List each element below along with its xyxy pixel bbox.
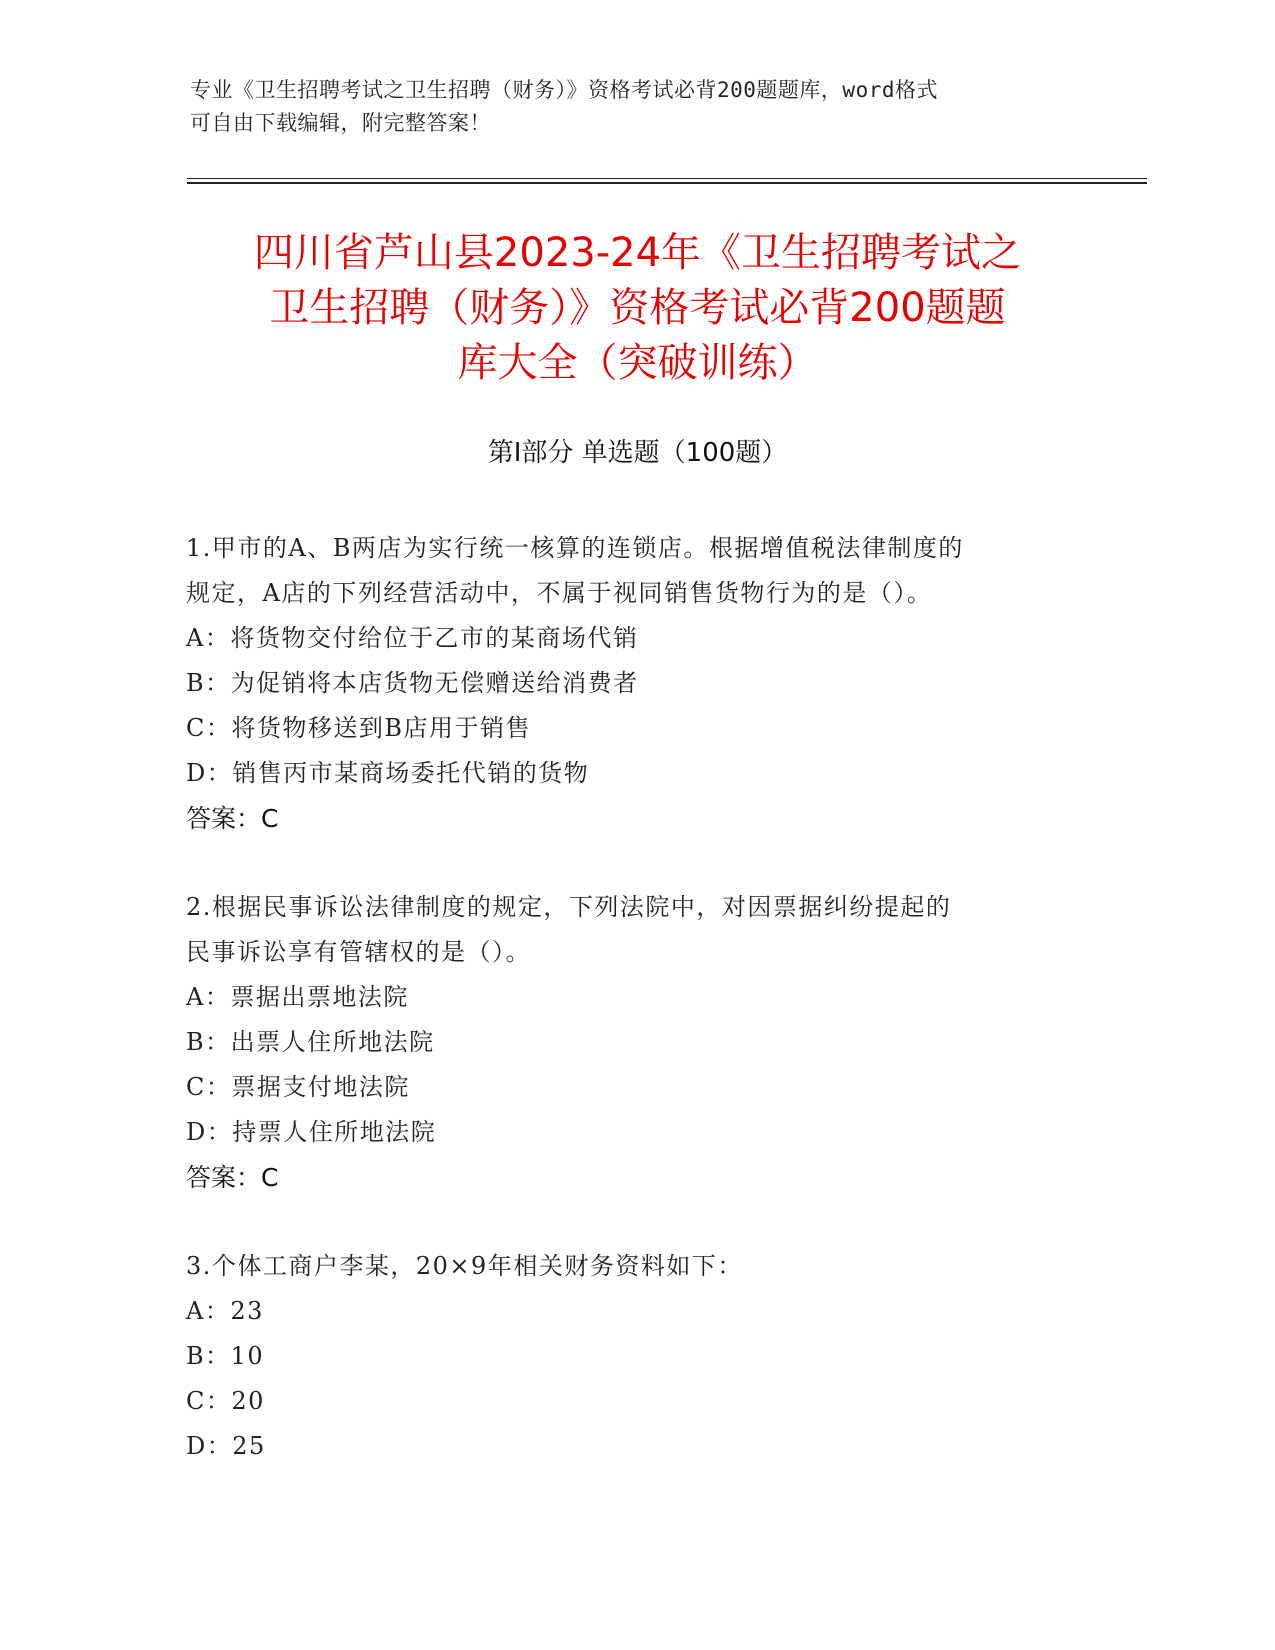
option-d: D：持票人住所地法院 [186,1118,437,1146]
option-d: D：销售丙市某商场委托代销的货物 [186,759,590,787]
question-1 [186,526,1086,841]
title-line: 库大全（突破训练） [457,340,818,386]
option-c: C：将货物移送到B店用于销售 [186,714,531,742]
option-b: B：出票人住所地法院 [186,1028,435,1056]
option-c: C：票据支付地法院 [186,1073,410,1101]
question-list [186,526,1086,1513]
question-3 [186,1244,1086,1469]
option-a: A：23 [186,1297,264,1325]
answer: 答案：C [186,1163,279,1192]
header-note-line: 专业《卫生招聘考试之卫生招聘（财务）》资格考试必背200题题库，word格式 [190,78,938,102]
option-b: B：10 [186,1342,265,1370]
header-note-line: 可自由下载编辑，附完整答案！ [190,111,491,135]
question-2 [186,885,1086,1200]
section-heading: 第Ⅰ部分 单选题（100题） [487,438,788,468]
question-stem: 民事诉讼享有管辖权的是（）。 [186,938,531,966]
header-divider-thick [187,182,1147,184]
question-stem: 2.根据民事诉讼法律制度的规定，下列法院中，对因票据纠纷提起的 [186,893,952,921]
header-note [190,74,1090,140]
question-stem: 3.个体工商户李某，20×9年相关财务资料如下： [186,1252,743,1280]
document-title [190,226,1085,391]
option-c: C：20 [186,1387,265,1415]
question-stem: 1.甲市的A、B两店为实行统一核算的连锁店。根据增值税法律制度的 [186,534,964,562]
option-b: B：为促销将本店货物无偿赠送给消费者 [186,669,639,697]
option-a: A：票据出票地法院 [186,983,409,1011]
option-d: D：25 [186,1432,266,1460]
answer: 答案：C [186,804,279,833]
title-line: 四川省芦山县2023-24年《卫生招聘考试之 [253,230,1022,276]
option-a: A：将货物交付给位于乙市的某商场代销 [186,624,639,652]
header-divider-thin [187,178,1147,179]
title-line: 卫生招聘（财务）》资格考试必背200题题 [269,285,1006,331]
question-stem: 规定，A店的下列经营活动中，不属于视同销售货物行为的是（）。 [186,579,933,607]
